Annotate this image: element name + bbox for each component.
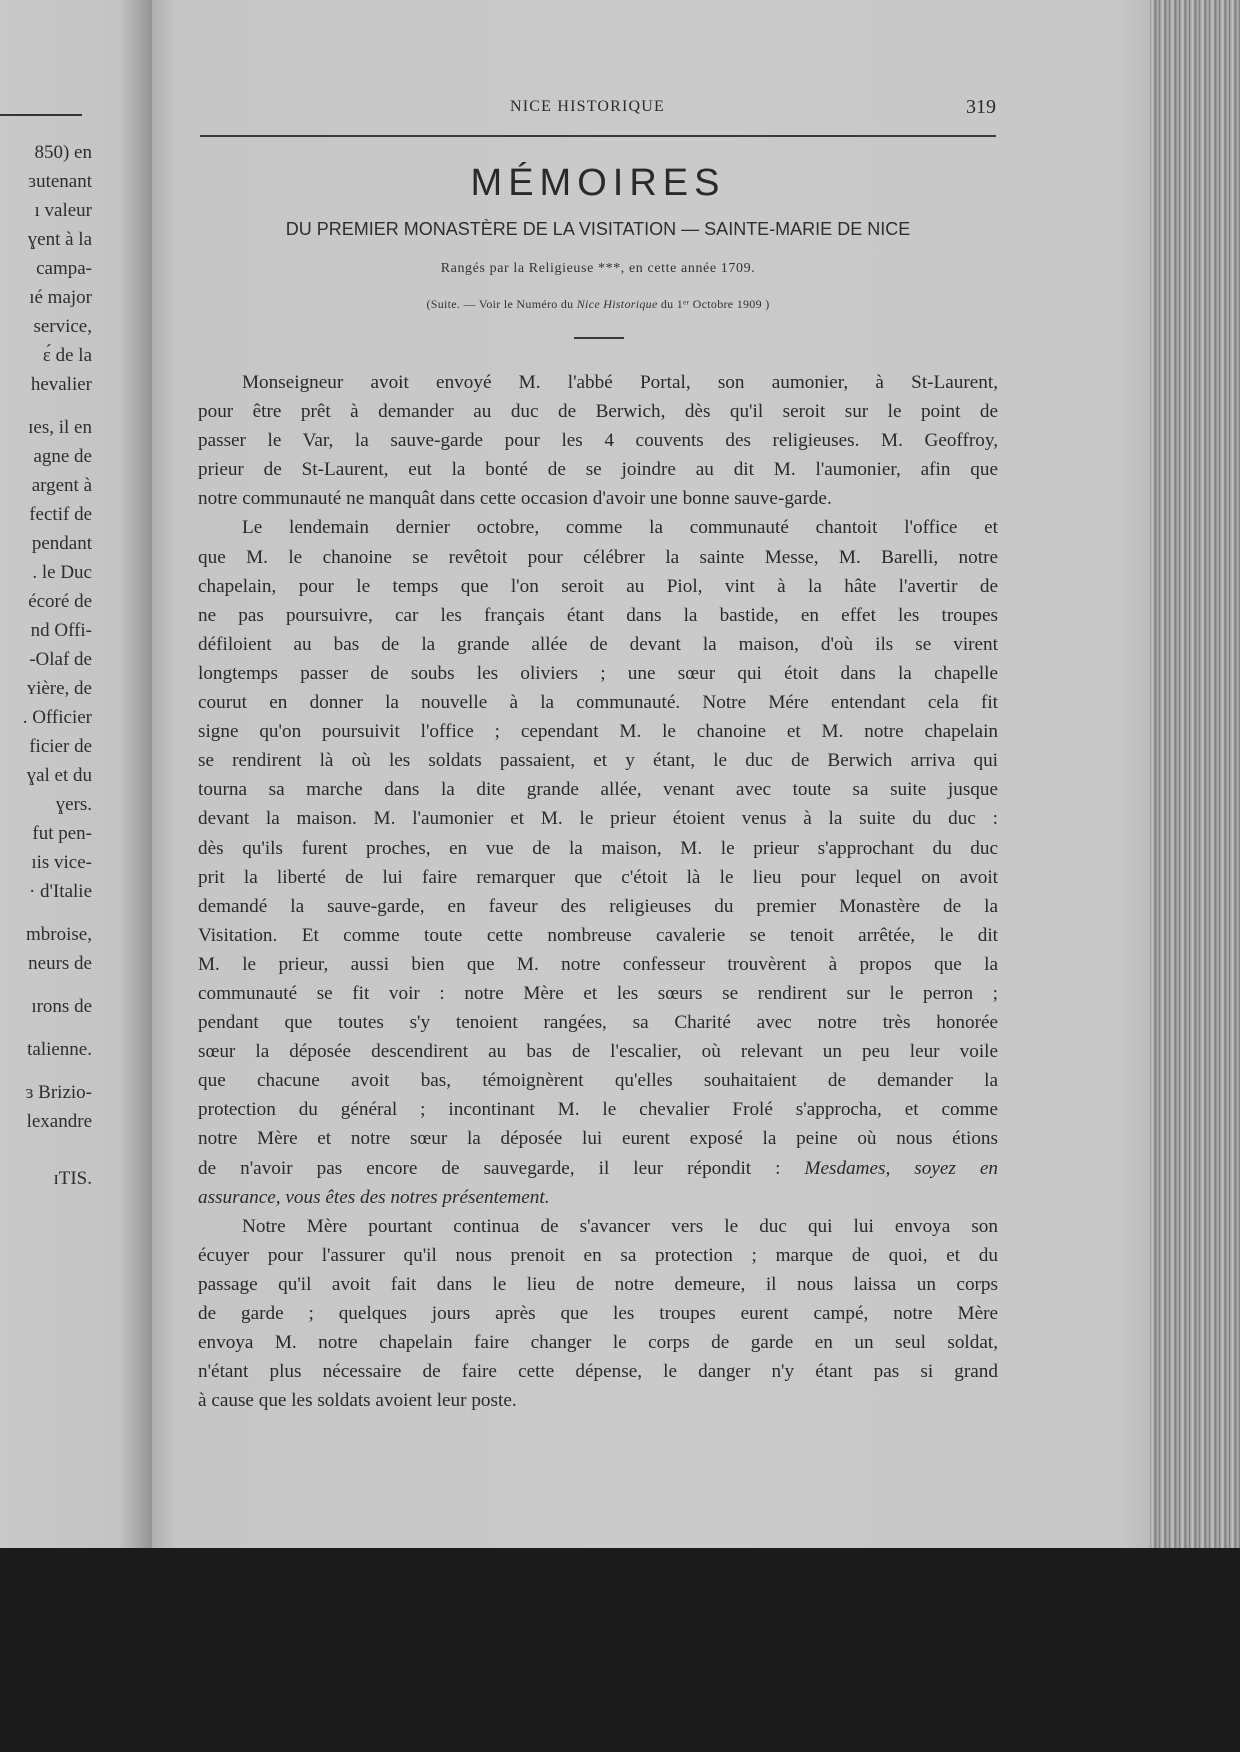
text-line: Le lendemain dernier octobre, comme la communauté chantoit l'office et	[242, 517, 998, 539]
left-page-gap	[0, 1150, 92, 1164]
left-page-line: nd Offi-	[30, 620, 92, 641]
text-line: communauté se fit voir : notre Mère et les sœurs se rendirent sur le perron ;	[198, 982, 998, 1004]
left-page-line: pendant	[31, 533, 92, 554]
left-page-line: ɣal et du	[26, 765, 92, 786]
left-page-line: 850) en	[34, 142, 92, 163]
left-page-line: ɪTIS.	[53, 1168, 92, 1189]
left-page-line: écoré de	[28, 591, 92, 612]
text-line: demandé la sauve-garde, en faveur des religieuses du premier Monastère de la	[198, 895, 998, 917]
text-line: envoya M. notre chapelain faire changer le corps de garde en un seul soldat,	[198, 1332, 998, 1354]
left-page-line: service,	[33, 316, 92, 337]
text-line: dès qu'ils furent proches, en vue de la maison, M. le prieur s'approchant du duc	[198, 837, 998, 859]
left-page-line: hevalier	[30, 374, 92, 395]
text-line: prieur de St-Laurent, eut la bonté de se joindre au dit M. l'aumonier, afin que	[198, 459, 998, 481]
continued-note	[200, 297, 996, 312]
text-line: chapelain, pour le temps que l'on seroit au Piol, vint à la hâte l'avertir de	[198, 575, 998, 597]
text-line	[198, 1154, 998, 1183]
left-page-line: fectif de	[29, 504, 92, 525]
page-number: 319	[966, 96, 996, 118]
text-line: notre communauté ne manquât dans cette occasion d'avoir une bonne sauve-garde.	[198, 488, 832, 510]
left-page-line: ɣers.	[55, 794, 92, 815]
left-page-line: ʏière, de	[26, 678, 92, 699]
left-page-gap	[0, 1021, 92, 1035]
background	[0, 1548, 1240, 1752]
text-line: écuyer pour l'assurer qu'il nous prenoit en sa protection ; marque de quoi, et du	[198, 1244, 998, 1266]
left-page-line: argent à	[31, 475, 92, 496]
quote-part2: assurance, vous êtes des notres présentement.	[198, 1186, 550, 1208]
left-page-line: ıé major	[29, 287, 92, 308]
left-page-line: ıis vice-	[31, 852, 92, 873]
text-line: M. le prieur, aussi bien que M. notre confesseur trouvèrent à propos que la	[198, 953, 998, 975]
left-page-line: mbroise,	[26, 924, 92, 945]
text-line: passer le Var, la sauve-garde pour les 4 couvents des religieuses. M. Geoffroy,	[198, 430, 998, 452]
text-line: tourna sa marche dans la dite grande allée, venant avec toute sa suite jusque	[198, 779, 998, 801]
article-body	[198, 368, 998, 1415]
left-page	[0, 0, 170, 1548]
text-line: Visitation. Et comme toute cette nombreuse cavalerie se tenoit arrêtée, le dit	[198, 924, 998, 946]
left-page-line: talienne.	[27, 1039, 92, 1060]
text-line: pendant que toutes s'y tenoient rangées, sa Charité avec notre très honorée	[198, 1012, 998, 1034]
left-page-gap	[0, 1064, 92, 1078]
text-line: protection du général ; incontinant M. le chevalier Frolé s'approcha, et comme	[198, 1099, 998, 1121]
continued-prefix: (Suite. — Voir le Numéro du	[426, 297, 577, 311]
running-head	[200, 98, 996, 122]
left-page-gap	[0, 1136, 92, 1150]
text-line: à cause que les soldats avoient leur poste.	[198, 1390, 517, 1412]
journal-name: NICE HISTORIQUE	[510, 98, 666, 115]
left-page-line: ɣent à la	[27, 229, 92, 250]
left-page-gap	[0, 399, 92, 413]
text-line: Notre Mère pourtant continua de s'avancer vers le duc qui lui envoya son	[242, 1215, 998, 1237]
left-page-line: campa-	[36, 258, 92, 279]
text-line: pour être prêt à demander au duc de Berwich, dès qu'il seroit sur le point de	[198, 401, 998, 423]
text-line: signe qu'on poursuivit l'office ; cependant M. le chanoine et M. notre chapelain	[198, 721, 998, 743]
continued-suffix: du 1ᵉʳ Octobre 1909 )	[657, 297, 770, 311]
left-page-line: . Officier	[22, 707, 92, 728]
text-line: prit la liberté de lui faire remarquer que c'étoit là le lieu pour lequel on avoit	[198, 866, 998, 888]
left-page-line: ırons de	[31, 996, 92, 1017]
left-page-line: ɛ́ de la	[42, 345, 92, 366]
left-page-line: ɪes, il en	[28, 417, 92, 438]
text-line: sœur la déposée descendirent au bas de l'escalier, où relevant un peu leur voile	[198, 1041, 998, 1063]
left-page-line: . le Duc	[32, 562, 92, 583]
page-edges	[1150, 0, 1240, 1560]
left-page-line: ficier de	[29, 736, 92, 757]
title-rule	[574, 337, 624, 339]
left-page-gap	[0, 906, 92, 920]
left-page-rule	[0, 114, 82, 116]
text-line: de garde ; quelques jours après que les troupes eurent campé, notre Mère	[198, 1303, 998, 1324]
left-page-line: lexandre	[26, 1111, 92, 1132]
continued-journal: Nice Historique	[576, 297, 658, 311]
header-rule	[200, 135, 996, 137]
text-line: courut en donner la nouvelle à la communauté. Notre Mére entendant cela fit	[198, 692, 998, 714]
left-page-line: neurs de	[28, 953, 92, 974]
article-title: MÉMOIRES	[470, 162, 726, 204]
left-page-gap	[0, 978, 92, 992]
text-line: Monseigneur avoit envoyé M. l'abbé Portal, son aumonier, à St-Laurent,	[242, 372, 998, 393]
left-page-line: agne de	[33, 446, 92, 467]
text-line	[198, 1183, 998, 1212]
text-line: passage qu'il avoit fait dans le lieu de notre demeure, il nous laissa un corps	[198, 1273, 998, 1295]
text-line: n'étant plus nécessaire de faire cette dépense, le danger n'y étant pas si grand	[198, 1361, 998, 1383]
text-span: de n'avoir pas encore de sauvegarde, il leur répondit :	[198, 1157, 805, 1179]
left-page-line: ɜ Brizio-	[25, 1082, 92, 1103]
article-subtitle: DU PREMIER MONASTÈRE DE LA VISITATION — SAINTE-MARIE DE NICE	[285, 219, 911, 239]
text-line: notre Mère et notre sœur la déposée lui eurent exposé la peine où nous étions	[198, 1128, 998, 1150]
text-line: longtemps passer de soubs les oliviers ; une sœur qui étoit dans la chapelle	[198, 662, 998, 684]
article-byline: Rangés par la Religieuse ***, en cette année 1709.	[440, 261, 756, 276]
left-page-line: fut pen-	[32, 823, 92, 844]
text-line: que M. le chanoine se revêtoit pour célébrer la sainte Messe, M. Barelli, notre	[198, 546, 998, 568]
text-line: se rendirent là où les soldats passaient, et y étant, le duc de Berwich arriva qui	[198, 750, 998, 772]
text-line: ne pas poursuivre, car les français étant dans la bastide, en effet les troupes	[198, 604, 998, 626]
left-page-line: · d'Italie	[28, 881, 92, 902]
text-line: défiloient au bas de la grande allée de devant la maison, d'où ils se virent	[198, 633, 998, 655]
quote-part1: Mesdames, soyez en	[804, 1157, 998, 1179]
text-line: que chacune avoit bas, témoignèrent qu'elles souhaitaient de demander la	[198, 1070, 998, 1092]
left-page-text	[0, 138, 92, 1193]
left-page-line: ı valeur	[34, 200, 92, 221]
text-line: devant la maison. M. l'aumonier et M. le prieur étoient venus à la suite du duc :	[198, 808, 998, 830]
left-page-line: -Olaf de	[29, 649, 92, 670]
left-page-line: ɜutenant	[28, 171, 92, 192]
